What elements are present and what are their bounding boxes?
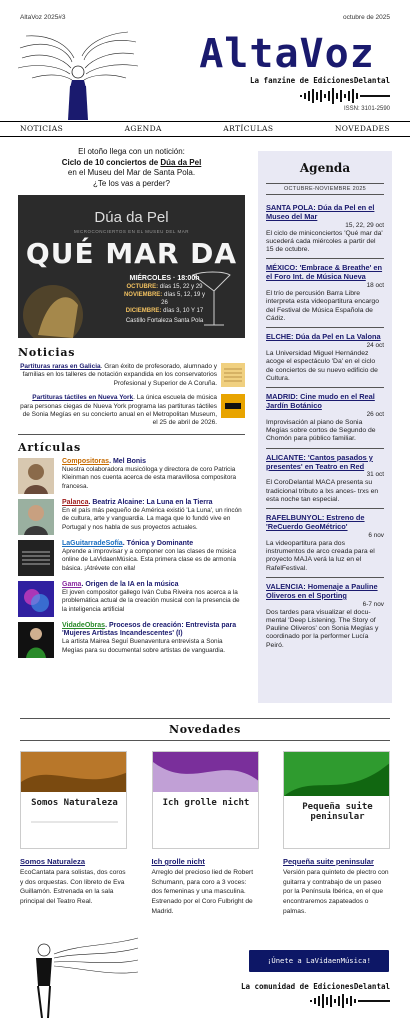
top-bar	[20, 14, 390, 24]
article-text: En el país más pequeño de América existió 'La Luna', un rincón de cultura, arte y vanguardia. La maga que lo fundó vive en Portugal y nos habla de sus proyectos actuales.	[62, 507, 242, 531]
issn-label: ISSN: 3101-2590	[343, 106, 390, 112]
article-heading[interactable]: . Mel Bonis	[109, 457, 147, 465]
news-item	[18, 363, 245, 388]
cover-title: Pequeña suite peninsular	[302, 802, 373, 822]
release-name[interactable]: Ich grolle nicht	[151, 857, 205, 866]
lead-line-1: El otoño llega con un notición:	[78, 147, 185, 156]
release-cover[interactable]	[283, 751, 390, 849]
issue-date: octubre de 2025	[343, 14, 390, 21]
release-cover[interactable]	[20, 751, 127, 849]
event-title[interactable]: MADRID: Cine mudo en el Real Jardín Botánico	[266, 392, 375, 411]
article-tag[interactable]: Gama	[62, 580, 82, 588]
event-title[interactable]: VALENCIA: Homenaje a Pauline Oliveros en el Sporting	[266, 582, 378, 600]
main-nav	[0, 121, 410, 137]
event-date: 15, 22, 29 oct	[345, 221, 384, 229]
news-text	[18, 394, 217, 428]
event-date: 31 oct	[366, 471, 384, 479]
poster-month-dec: DICIEMBRE:	[125, 308, 162, 314]
masthead	[0, 26, 410, 116]
event-title[interactable]: ELCHE: Dúa da Pel en La Valona	[266, 332, 381, 342]
event-text: El CoroDelantal MACA presenta su tradicional tributo a lxs ances- trxs en esta noche tan especial.	[266, 479, 379, 503]
event-title[interactable]: RAFELBUNYOL: Estreno de 'ReCuerdo GeoMétrico'	[266, 513, 365, 532]
guitar-thumbnail	[18, 540, 54, 576]
articulas-title: Artículas	[18, 440, 81, 454]
event-date: 6 nov	[368, 531, 384, 539]
singer-sketch-illustration	[20, 936, 140, 1018]
news-link-nueva-york[interactable]: Partituras táctiles en Nueva York	[32, 394, 134, 402]
concert-poster[interactable]	[18, 195, 245, 338]
article-heading[interactable]: . Tónica y Dominante	[122, 539, 194, 547]
magazine-title: AltaVoz	[199, 31, 375, 77]
nav-articulas[interactable]: ARTÍCULAS	[223, 124, 274, 133]
event-text: El ciclo de miniconciertos 'Qué mar da' sucederá cada miércoles a partir del 15 de octubre.	[266, 229, 383, 254]
event-date: 6-7 nov	[362, 600, 384, 608]
agenda-sidebar	[258, 151, 392, 703]
release-name[interactable]: Somos Naturaleza	[20, 857, 86, 866]
release-name[interactable]: Pequeña suite peninsular	[283, 857, 374, 866]
footer-tagline: La comunidad de EdicionesDelantal	[240, 982, 390, 991]
release-cover[interactable]	[152, 751, 259, 849]
agenda-range: OCTUBRE-NOVIEMBRE 2025	[266, 183, 384, 195]
lead-line-2: Ciclo de 10 conciertos de	[61, 157, 161, 167]
event-title[interactable]: ALICANTE: 'Cantos pasados y presentes' en Teatro en Red	[266, 452, 373, 471]
nav-novedades[interactable]: NOVEDADES	[334, 124, 390, 133]
cover-title: Ich grolle nicht	[162, 798, 250, 808]
article-tag[interactable]: VidadeObras	[62, 621, 106, 629]
article-item[interactable]	[18, 499, 245, 535]
article-item[interactable]	[18, 458, 245, 494]
noticias-title: Noticias	[18, 346, 76, 359]
event-title[interactable]: SANTA POLA: Dúa da Pel en el Museo del Mar	[266, 203, 375, 221]
news-body: . Gran éxito de profesorado, alumnado y familias en los talleres de notación expandida en los conservatorios Profesional y Superior de A Coruña.	[22, 363, 217, 387]
agenda-event	[266, 259, 384, 328]
poster-days-dec: días 3, 10 Y 17	[161, 308, 204, 314]
magazine-subtitle: La fanzine de EdicionesDelantal	[250, 76, 390, 85]
agenda-event	[266, 578, 384, 654]
poster-month-oct: OCTUBRE:	[126, 284, 159, 290]
event-date: 24 oct	[366, 342, 384, 350]
nav-agenda[interactable]: AGENDA	[124, 124, 162, 133]
portrait-thumbnail	[18, 458, 54, 494]
agenda-title: Agenda	[299, 161, 351, 175]
poster-days-oct: días 15, 22 y 29	[158, 284, 203, 290]
news-item	[18, 394, 245, 428]
article-item[interactable]	[18, 622, 245, 658]
cover-title: Somos Naturaleza	[31, 798, 118, 808]
article-text: El joven compositor gallego Iván Cuba Riveira nos acerca a la problemática actual de la creación musical con la presencia de la inteligencia artificial	[62, 589, 240, 613]
article-heading[interactable]: . Origen de la IA en la música	[81, 580, 179, 588]
nav-noticias[interactable]: NOTICIAS	[20, 124, 64, 133]
issue-label: AltaVoz 2025#3	[20, 14, 66, 21]
article-text: Aprende a improvisar y a componer con las clases de música online de LaVidaenMúsica. Esta primera clase es de armonía básica. ¡Atrévete con ella!	[62, 548, 237, 572]
event-date: 18 oct	[366, 282, 384, 290]
event-text: La videopartitura para dos instrumentos de arco creada para el proyecto MAJA verá la luz en el RafelFestival.	[266, 539, 375, 572]
agenda-event	[266, 199, 384, 259]
singer-sketch-illustration	[18, 28, 138, 124]
score-thumbnail	[221, 363, 245, 387]
poster-place: Castillo Fortaleza Santa Pola	[125, 318, 204, 324]
footer	[0, 936, 410, 1016]
article-tag[interactable]: Palanca	[62, 498, 89, 506]
event-title[interactable]: MÉXICO: 'Embrace & Breathe' en el Foro Int. de Música Nueva	[266, 263, 383, 282]
event-text: Dos tardes para visualizar el docu- mental 'Deep Listening. The Story of Pauline Oliveros' con Sonia Megías y coordinado por la performer Lucía Peiró.	[266, 608, 379, 649]
release-card[interactable]	[20, 751, 127, 917]
release-card[interactable]	[283, 751, 390, 917]
poster-time: MIÉRCOLES · 18:00h	[129, 275, 200, 282]
poster-tagline: MICROCONCIERTOS EN EL MUSEU DEL MAR	[73, 229, 189, 234]
article-tag[interactable]: Compositoras	[62, 457, 110, 465]
agenda-event	[266, 509, 384, 578]
poster-month-nov: NOVIEMBRE:	[123, 292, 163, 298]
release-desc: EcoCantata para solistas, dos coros y dos orquestas. Con libreto de Eva Guillamón. Estrenada en la sala principal del Teatro Real.	[20, 869, 126, 906]
novedades-section	[0, 718, 410, 917]
article-text: Nuestra colaboradora musicóloga y directora de coro Patricia Kleinman nos cuenta acerca de esta maravillosa compositora francesa.	[62, 466, 237, 490]
article-text: La artista Mairea Seguí Buenaventura entrevista a Sonia Megías para su documental sobre artistas de vanguardia.	[62, 638, 226, 654]
agenda-event	[266, 388, 384, 448]
article-item[interactable]	[18, 540, 245, 576]
ai-music-thumbnail	[18, 581, 54, 617]
article-heading[interactable]: . Procesos de creación: Entrevista para 'Mujeres Artistas Incandescentes' (I)	[62, 621, 237, 638]
event-text: El trío de percusión Barra Libre interpreta esta videopartitura encargo del Festival de Música Española de Cádiz.	[266, 290, 379, 322]
cover-art	[284, 752, 390, 849]
divider	[18, 434, 245, 435]
news-link-galicia[interactable]: Partituras raras en Galicia	[20, 363, 101, 370]
soundwave-icon	[300, 88, 390, 104]
news-body: . La única escuela de música para personas ciegas de Nueva York programa las partituras táctiles de Sonia Megías en su concierto anual en el Metropolitan Museum, el 25 de abril de 2026.	[20, 394, 217, 427]
portrait-thumbnail	[18, 499, 54, 535]
release-card[interactable]	[152, 751, 259, 917]
soundwave-icon	[310, 994, 390, 1008]
lead-line-3: en el Museu del Mar de Santa Pola.	[67, 168, 196, 177]
lead-text	[18, 147, 245, 189]
news-text	[18, 363, 217, 388]
poster-schedule	[122, 275, 207, 325]
release-desc: Versión para quinteto de plectro con guitarra y contrabajo de un paseo por la Península Ibérica, en el que encontraremos zapateados o palmas.	[283, 869, 389, 915]
agenda-event	[266, 328, 384, 388]
event-text: Improvisación al piano de Sonia Megías sobre cortos de Segundo de Chomón para público familiar.	[266, 418, 376, 443]
poster-headline: QUÉ MAR DA	[25, 237, 238, 270]
event-text: La Universidad Miguel Hernández acoge el espectáculo 'Da' en el ciclo de conciertos de su nuevo edificio de Cultura.	[266, 350, 378, 382]
article-tag[interactable]: LaGuitarradeSofía	[62, 539, 123, 547]
performer-thumbnail	[18, 622, 54, 658]
agenda-event	[266, 449, 384, 509]
join-community-button[interactable]: ¡Únete a LaVidaenMúsica!	[249, 950, 389, 972]
poster-days-nov: días 5, 12, 19 y 26	[161, 292, 206, 306]
school-logo-thumbnail	[221, 394, 245, 418]
poster-artist: Dúa da Pel	[94, 209, 169, 226]
article-heading[interactable]: . Beatriz Alcaine: La Luna en la Tierra	[88, 498, 213, 506]
main-column	[18, 147, 245, 663]
dua-da-pel-link[interactable]: Dúa da Pel	[160, 157, 202, 167]
article-item[interactable]	[18, 581, 245, 617]
novedades-title: Novedades	[20, 718, 390, 741]
lead-line-4: ¿Te los vas a perder?	[93, 178, 170, 188]
release-desc: Arreglo del precioso lied de Robert Schumann, para coro a 3 voces: dos femeninas y una masculina. Estrenado por el Coro Fulbright de Madrid.	[151, 869, 254, 915]
event-date: 26 oct	[366, 410, 384, 418]
